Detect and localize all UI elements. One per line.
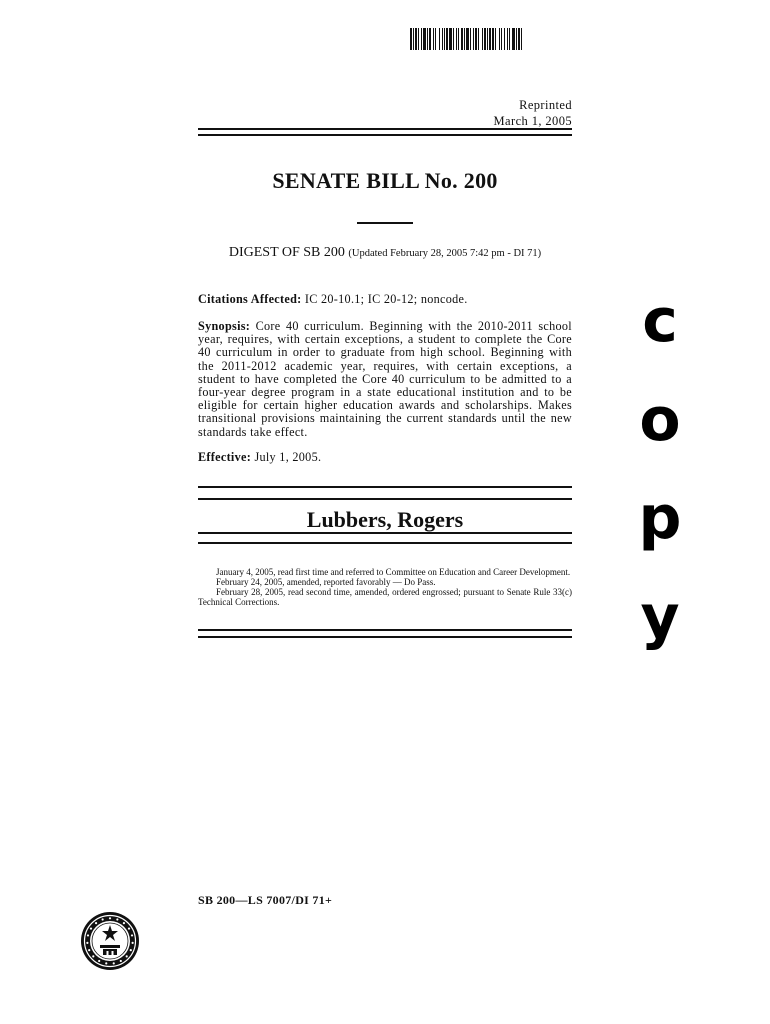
- effective-text: July 1, 2005.: [254, 450, 322, 464]
- bill-footer-code: SB 200—LS 7007/DI 71+: [198, 893, 333, 907]
- history-entry: January 4, 2005, read first time and referred to Committee on Education and Career Development.: [216, 567, 571, 577]
- sponsors-rule-1: [198, 486, 572, 488]
- legislative-history: [198, 567, 572, 607]
- citations-text: IC 20-10.1; IC 20-12; noncode.: [304, 292, 468, 306]
- history-rule-top: [198, 629, 572, 631]
- history-entry: February 24, 2005, amended, reported favorably — Do Pass.: [216, 577, 436, 587]
- digest-heading: [198, 245, 572, 261]
- header-rule-top: [198, 128, 572, 130]
- synopsis-text: Core 40 curriculum. Beginning with the 2010-2011 school year, requires, with certain exceptions, a student to complete the Core 40 curriculum in order to graduate from high school. Beginning with the 2011-2012 academic year, requires, with certain exceptions, a student to have completed the Core 40 curriculum to be admitted to a four-year degree program in a state educational institution and to be eligible for certain higher education awards and scholarships. Makes transitional provisions maintaining the current standards until the new standards take effect.: [198, 319, 572, 439]
- effective-paragraph: [198, 451, 572, 464]
- sponsors-rule-2: [198, 498, 572, 500]
- citations-label: Citations Affected:: [198, 292, 302, 306]
- copy-watermark-p: p: [638, 483, 682, 553]
- sponsors-names: Lubbers, Rogers: [306, 507, 464, 532]
- copy-watermark-o: o: [639, 385, 681, 455]
- effective-label: Effective:: [198, 450, 252, 464]
- copy-watermark-y: y: [640, 582, 680, 652]
- bill-title: SENATE BILL No. 200: [272, 168, 498, 193]
- copy-watermark-c: c: [642, 286, 678, 356]
- citations-paragraph: [198, 293, 572, 306]
- header-rule-bottom: [198, 134, 572, 136]
- sponsors-rule-3: [198, 532, 572, 534]
- history-entry: February 28, 2005, read second time, amended, ordered engrossed; pursuant to Senate Rule 33(c) Technical Corrections.: [198, 587, 572, 607]
- state-seal-icon: [80, 911, 140, 971]
- synopsis-label: Synopsis:: [198, 319, 251, 333]
- digest-updated: (Updated February 28, 2005 7:42 pm - DI 71): [348, 248, 542, 259]
- history-rule-bottom: [198, 636, 572, 638]
- barcode: [410, 28, 588, 50]
- reprinted-label: Reprinted: [519, 98, 572, 112]
- sponsors-rule-4: [198, 542, 572, 544]
- title-divider: [357, 222, 413, 224]
- synopsis-paragraph: [198, 320, 572, 439]
- reprint-date: March 1, 2005: [493, 114, 572, 128]
- digest-label: DIGEST OF SB 200: [228, 245, 345, 260]
